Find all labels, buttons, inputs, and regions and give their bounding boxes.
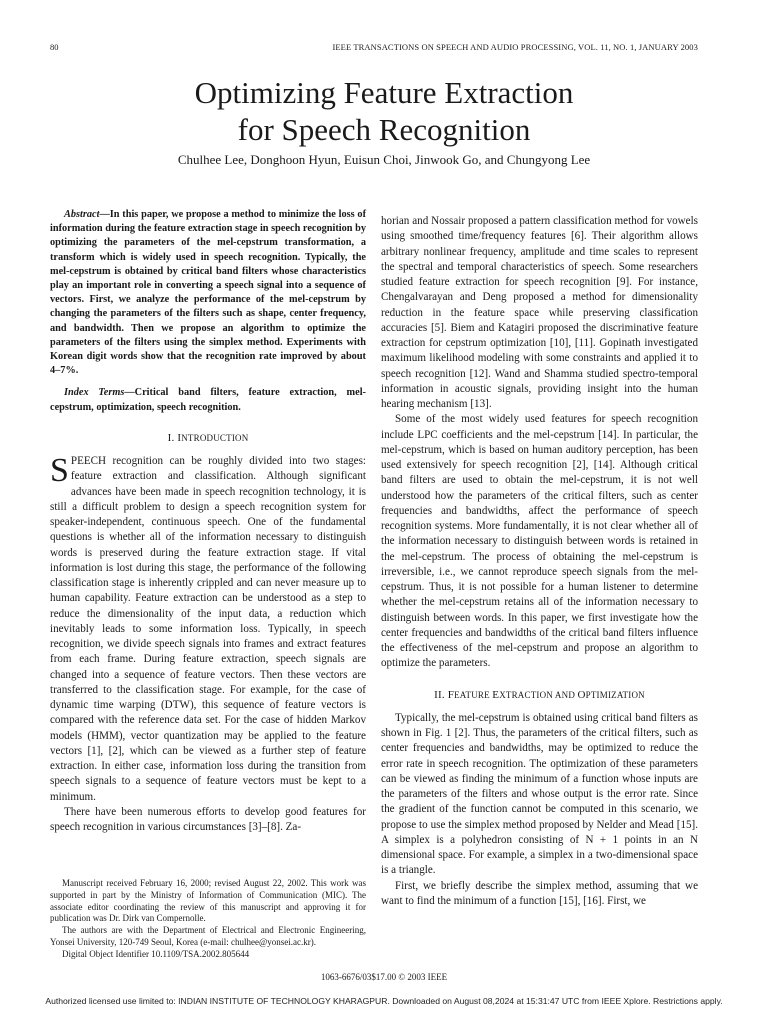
- right-paragraph-2: Some of the most widely used features for speech recognition include LPC coefficients and the mel-cepstrum [14]. In particular, the mel-cepstrum, which is based on human auditory perception, has been used extensively for speech recognition [2], [14]. Although critical band filters are used to obtain the mel-cepstrum, it is not well understood how the parameters of the critical filters, such as center frequencies and bandwidths, affect the performance of speech recognition systems. More fundamentally, it is not clear whether all of the information necessary to distinguish between words is retained in the mel-cepstrum. The process of obtaining the mel-cepstrum is irreversible, i.e., we cannot reproduce speech signals from the mel-cepstrum. Thus, it is not possible for a human listener to determine whether the mel-cepstrum retains all of the information necessary to distinguish between words. In this paper, we first investigate how the center frequencies and bandwidths of the critical band filters influence the effectiveness of the mel-cepstrum and propose an algorithm to optimize the parameters.: [381, 413, 698, 670]
- heading-initial-o: O: [577, 688, 586, 701]
- section-numeral: II.: [434, 688, 448, 701]
- footnotes: [50, 878, 366, 961]
- section-heading-introduction: [50, 431, 366, 446]
- heading-smallcaps-1: EATURE: [454, 689, 493, 700]
- index-terms-text: —Critical band filters, feature extraction, mel-cepstrum, optimization, speech recognition.: [50, 387, 366, 413]
- intro-paragraph-2: There have been numerous efforts to develop good features for speech recognition in various circumstances [3]–[8]. Za-: [50, 805, 366, 834]
- drop-cap: S: [50, 452, 69, 490]
- footnote-manuscript: Manuscript received February 16, 2000; revised August 22, 2002. This work was supported in part by the Ministry of Information of Communication (MIC). The associate editor coordinating the review of this manuscript and approving it for publication was Dr. Dirk van Compernolle.: [50, 878, 366, 924]
- heading-initial-f: F: [447, 688, 455, 701]
- section-heading-smallcaps: NTRODUCTION: [181, 432, 249, 443]
- paper-title: [0, 74, 768, 148]
- author-list: Chulhee Lee, Donghoon Hyun, Euisun Choi, Jinwook Go, and Chungyong Lee: [177, 152, 591, 167]
- license-notice: Authorized licensed use limited to: INDIAN INSTITUTE OF TECHNOLOGY KHARAGPUR. Downloaded on August 08,2024 at 15:31:47 UTC from IEEE Xplore. Restrictions apply.: [45, 996, 723, 1006]
- right-column: [381, 214, 698, 909]
- footnote-doi: Digital Object Identifier 10.1109/TSA.2002.805644: [62, 948, 250, 959]
- section-numeral: I.: [167, 431, 178, 444]
- running-header: IEEE TRANSACTIONS ON SPEECH AND AUDIO PROCESSING, VOL. 11, NO. 1, JANUARY 2003: [332, 42, 698, 52]
- heading-smallcaps-2: XTRACTION AND: [499, 689, 578, 700]
- copyright-line: 1063-6676/03$17.00 © 2003 IEEE: [320, 972, 448, 982]
- section-heading-initial: I: [177, 431, 182, 444]
- section-heading-feature-extraction: [381, 688, 698, 703]
- abstract: [50, 208, 366, 378]
- abstract-lead: Abstract: [64, 209, 100, 220]
- left-column: [50, 208, 366, 835]
- title-line-2: for Speech Recognition: [237, 112, 531, 147]
- right-paragraph-3: Typically, the mel-cepstrum is obtained using critical band filters as shown in Fig. 1 [2]. Thus, the parameters of the critical filters, such as center frequencies and bandwidths, may be optimized to reduce the error rate in speech recognition. The optimization of these parameters can be viewed as finding the minimum of a function whose inputs are the parameters of the filters and whose output is the error rate. Since the gradient of the function cannot be computed in this scenario, we propose to use the simplex method proposed by Nelder and Mead [15]. A simplex is a polyhedron consisting of N + 1 points in an N dimensional space. For example, a simplex in a two-dimensional space is a triangle.: [381, 711, 698, 877]
- footnote-affiliation: The authors are with the Department of Electrical and Electronic Engineering, Yonsei University, 120-749 Seoul, Korea (e-mail: chulhee@yonsei.ac.kr).: [50, 925, 366, 947]
- title-line-1: Optimizing Feature Extraction: [194, 75, 574, 110]
- page-number: 80: [50, 42, 59, 52]
- index-terms-lead: Index Terms: [64, 387, 125, 399]
- right-paragraph-4: First, we briefly describe the simplex method, assuming that we want to find the minimum of a function [15], [16]. First, we: [381, 879, 698, 907]
- heading-initial-e: E: [492, 688, 500, 701]
- intro-paragraph-1: [50, 454, 366, 805]
- index-terms: [50, 386, 366, 414]
- abstract-text: —In this paper, we propose a method to minimize the loss of information during the feature extraction stage in speech recognition by optimizing the parameters of the mel-cepstrum transformation, a transform which is widely used in speech recognition. Typically, the mel-cepstrum is obtained by critical band filters whose characteristics play an important role in converting a speech signal into a sequence of vectors. First, we analyze the performance of the mel-cepstrum by changing the parameters of the filters such as shape, center frequency, and bandwidth. Then we propose an algorithm to optimize the parameters of the filters using the simplex method. Experiments with Korean digit words show that the recognition rate improved by about 4–7%.: [50, 209, 366, 377]
- intro-paragraph-1-text: PEECH recognition can be roughly divided into two stages: feature extraction and classification. Although significant advances have been made in speech recognition technology, it is still a difficult problem to design a speech recognition system for speaker-independent, continuous speech. One of the fundamental questions is whether all of the information necessary to distinguish words is preserved during the feature extraction stage. If vital information is lost during this stage, the performance of the following classification stage is inherently crippled and can never measure up to human capability. Feature extraction can be understood as a step to reduce the dimensionality of the input data, a reduction which inevitably leads to some information loss. Typically, in speech recognition, we divide speech signals into frames and extract features from each frame. During feature extraction, speech signals are changed into a sequence of feature vectors. Then these vectors are transferred to the classification stage. For example, for the case of dynamic time warping (DTW), this sequence of feature vectors is compared with the reference data set. For the case of hidden Markov models (HMM), vector quantization may be applied to the feature vectors [1], [2], which can be viewed as a further step of feature extraction. In either case, information loss during the transition from speech signals to a sequence of feature vectors must be kept to a minimum.: [50, 455, 366, 803]
- heading-smallcaps-3: PTIMIZATION: [585, 689, 645, 700]
- right-paragraph-1: horian and Nossair proposed a pattern classification method for vowels using smoothed time/frequency features [6]. Their algorithm allows arbitrary nonlinear frequency, amplitude and time scales to represent the spectral and temporal characteristics of speech. Some researchers studied feature extraction for speech recognition [9]. For instance, Chengalvarayan and Deng proposed a method for dimensionality reduction in the feature space while preserving classification accuracies [5]. Biem and Katagiri proposed the discriminative feature extraction for cepstrum optimization [10], [11]. Gopinath investigated maximum likelihood modeling with some constraints and applied it to speech recognition [12]. Wand and Shamma studied spectro-temporal information in acoustic signals, providing insight into the human hearing mechanism [13].: [381, 215, 698, 410]
